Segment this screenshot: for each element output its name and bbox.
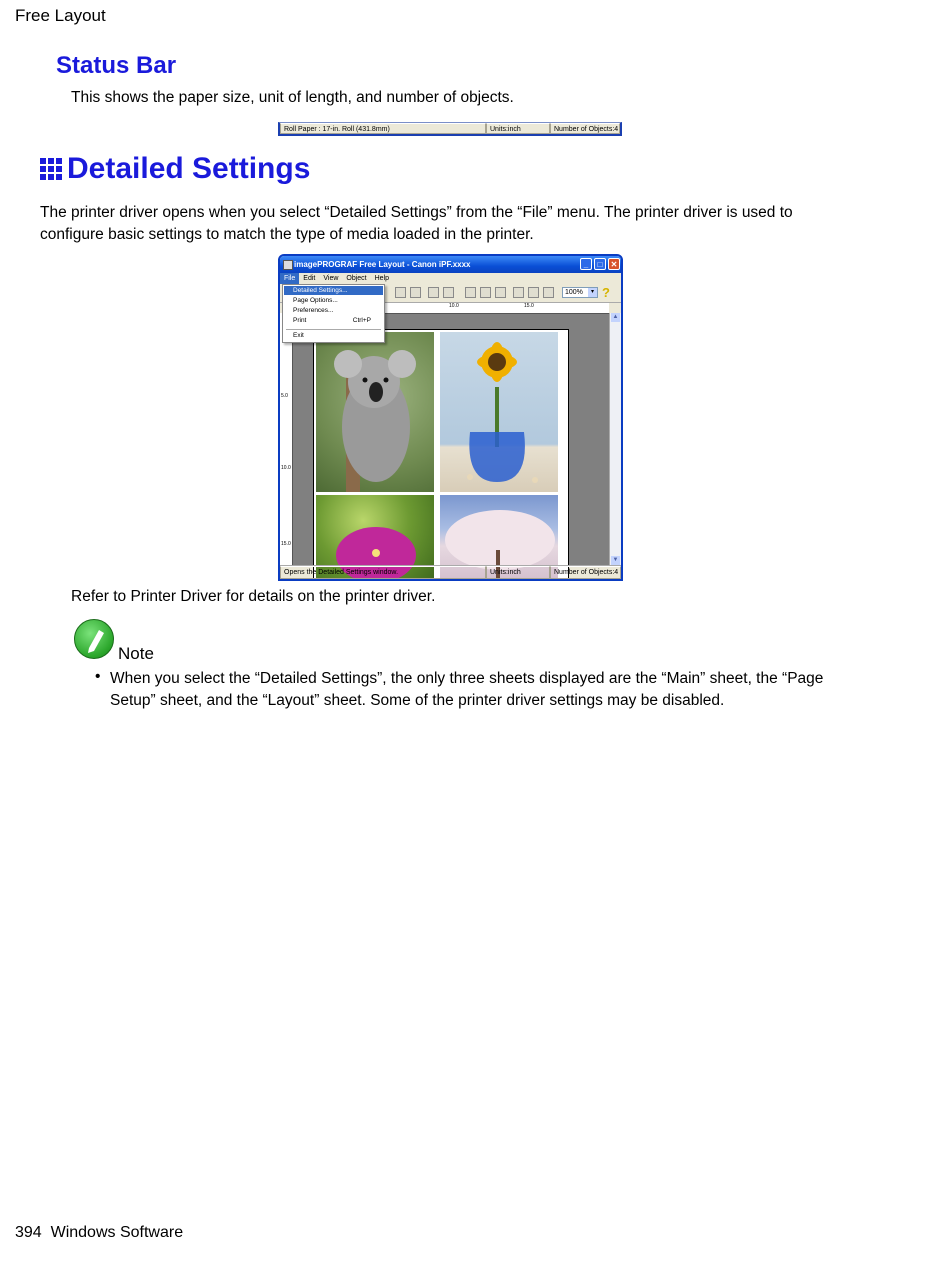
note-pencil-icon [74, 619, 114, 659]
scroll-down-icon[interactable]: ▼ [612, 557, 619, 563]
layout-page [313, 329, 569, 581]
menu-object[interactable]: Object [346, 275, 367, 282]
align-left-icon[interactable] [513, 287, 524, 298]
zoom-select[interactable] [562, 287, 598, 298]
free-layout-window-screenshot [278, 254, 623, 581]
running-header: Free Layout [15, 6, 106, 25]
footer-section: Windows Software [50, 1224, 184, 1241]
menu-edit[interactable]: Edit [303, 275, 316, 282]
status-bar-description: This shows the paper size, unit of length, and number of objects. [71, 89, 514, 106]
help-icon[interactable]: ? [602, 285, 610, 300]
ruler-left-label: 10.0 [281, 465, 291, 471]
koala-image[interactable] [316, 332, 434, 492]
status-bar-heading: Status Bar [56, 52, 177, 79]
paste-icon[interactable] [410, 287, 421, 298]
units-cell: Units:inch [486, 123, 550, 134]
detailed-settings-heading [40, 152, 310, 186]
page-footer [15, 1224, 183, 1242]
menu-item-page-options[interactable]: Page Options... [293, 297, 338, 304]
align-center-icon[interactable] [528, 287, 539, 298]
app-icon [283, 260, 293, 270]
status-bar-screenshot [278, 122, 622, 136]
ruler-top-label: 15.0 [524, 303, 534, 309]
file-menu-dropdown [282, 284, 385, 343]
menu-item-print[interactable]: Print Ctrl+P [293, 317, 371, 324]
align-middle-icon[interactable] [480, 287, 491, 298]
zoom-value: 100% [565, 289, 583, 296]
ruler-left-label: 15.0 [281, 541, 291, 547]
photo-icon[interactable] [443, 287, 454, 298]
ruler-left-label: 5.0 [281, 393, 288, 399]
sunflower-image[interactable] [440, 332, 558, 492]
align-right-icon[interactable] [543, 287, 554, 298]
page-number: 394 [15, 1224, 42, 1241]
align-bottom-icon[interactable] [495, 287, 506, 298]
align-top-icon[interactable] [465, 287, 476, 298]
units-cell: Units:inch [486, 566, 550, 579]
menubar [280, 273, 621, 284]
window-title: imagePROGRAF Free Layout - Canon iPF.xxxx [294, 260, 471, 269]
ruler-left [280, 313, 293, 565]
menu-file[interactable]: File [280, 273, 299, 284]
paper-size-cell: Roll Paper : 17-in. Roll (431.8mm) [280, 123, 486, 134]
objects-cell: Number of Objects:4 [550, 123, 620, 134]
bullet-marker: • [95, 668, 101, 685]
menu-help[interactable]: Help [374, 275, 390, 282]
close-icon[interactable]: ✕ [608, 258, 620, 270]
menu-item-exit[interactable]: Exit [293, 332, 304, 339]
window-status-bar [280, 565, 621, 579]
detailed-settings-title: Detailed Settings [67, 152, 311, 185]
menu-item-detailed-settings[interactable]: Detailed Settings... [284, 286, 383, 295]
print-shortcut: Ctrl+P [352, 317, 371, 324]
status-message: Opens the Detailed Settings window. [280, 566, 486, 579]
note-text: When you select the “Detailed Settings”, the only three sheets displayed are the “Main” sheet, the “Page Setup” sheet, and the “Layout” sheet. Some of the printer driver settings may be disabled. [110, 670, 824, 709]
maximize-icon[interactable]: □ [594, 258, 606, 270]
detailed-settings-description: The printer driver opens when you select “Detailed Settings” from the “File” menu. The printer driver is used to configure basic settings to match the type of media loaded in the printer. [40, 204, 793, 243]
menu-item-preferences[interactable]: Preferences... [293, 307, 334, 314]
scroll-up-icon[interactable]: ▲ [612, 314, 619, 320]
menu-view[interactable]: View [323, 275, 339, 282]
refer-text: Refer to Printer Driver for details on the printer driver. [71, 588, 436, 605]
layout-canvas[interactable] [293, 314, 609, 565]
image-icon[interactable] [428, 287, 439, 298]
vertical-scrollbar[interactable] [609, 313, 621, 565]
section-grid-icon [40, 158, 62, 180]
copy-icon[interactable] [395, 287, 406, 298]
objects-cell: Number of Objects:4 [550, 566, 621, 579]
ruler-top-label: 10.0 [449, 303, 459, 309]
chevron-down-icon[interactable]: ▾ [588, 288, 597, 297]
window-titlebar [280, 256, 621, 273]
note-label: Note [118, 644, 154, 663]
menu-separator [286, 329, 381, 330]
minimize-icon[interactable]: _ [580, 258, 592, 270]
